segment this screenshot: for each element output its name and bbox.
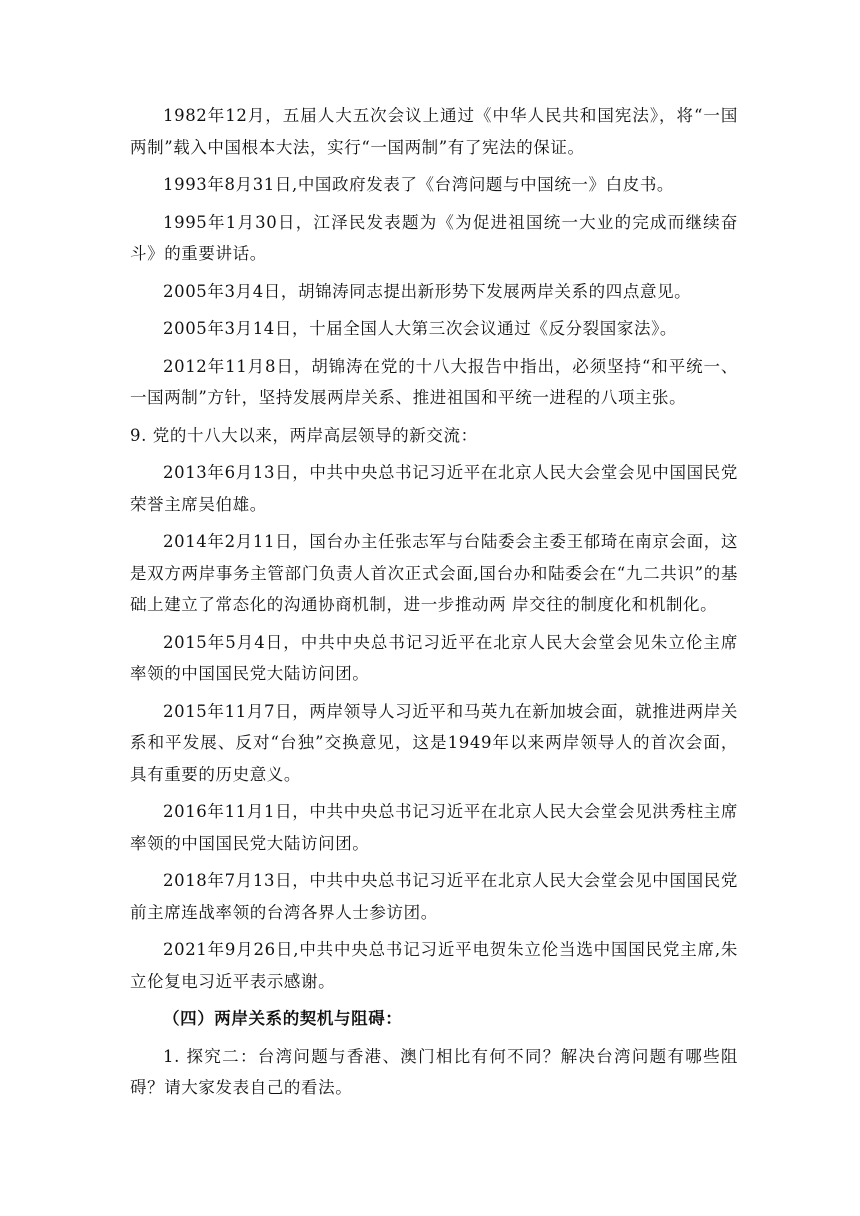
paragraph-1995-speech: 1995年1月30日，江泽民发表题为《为促进祖国统一大业的完成而继续奋斗》的重要讲话。 <box>130 212 738 263</box>
section-item-9: 9. 党的十八大以来，两岸高层领导的新交流： <box>130 425 478 445</box>
paragraph-1982-constitution: 1982年12月，五届人大五次会议上通过《中华人民共和国宪法》，将“一国两制”载入中国根本大法，实行“一国两制”有了宪法的保证。 <box>130 106 738 157</box>
paragraph-2014-nanjing-meeting: 2014年2月11日，国台办主任张志军与台陆委会主委王郁琦在南京会面，这是双方两岸事务主管部门负责人首次正式会面,国台办和陆委会在“九二共识”的基础上建立了常态化的沟通协商机制，进一步推动两 岸交往的制度化和机制化。 <box>130 532 738 614</box>
paragraph-2012-report: 2012年11月8日，胡锦涛在党的十八大报告中指出，必须坚持“和平统一、一国两制”方针，坚持发展两岸关系、推进祖国和平统一进程的八项主张。 <box>130 356 738 407</box>
paragraph-2005-anti-secession-law: 2005年3月14日，十届全国人大第三次会议通过《反分裂国家法》。 <box>163 319 678 338</box>
paragraph-2015-may-meeting: 2015年5月4日，中共中央总书记习近平在北京人民大会堂会见朱立伦主席率领的中国国民党大陆访问团。 <box>130 632 738 683</box>
paragraph-2013-meeting: 2013年6月13日，中共中央总书记习近平在北京人民大会堂会见中国国民党荣誉主席吴伯雄。 <box>130 463 738 514</box>
document-body <box>130 100 738 1110</box>
paragraph-inquiry-2: 1. 探究二：台湾问题与香港、澳门相比有何不同？解决台湾问题有哪些阻碍？请大家发表自己的看法。 <box>130 1046 738 1097</box>
paragraph-2018-meeting: 2018年7月13日，中共中央总书记习近平在北京人民大会堂会见中国国民党前主席连战率领的台湾各界人士参访团。 <box>130 871 738 922</box>
section-heading-4: （四）两岸关系的契机与阻碍： <box>163 1009 403 1028</box>
paragraph-2005-four-points: 2005年3月4日，胡锦涛同志提出新形势下发展两岸关系的四点意见。 <box>163 281 692 301</box>
paragraph-1993-white-paper: 1993年8月31日,中国政府发表了《台湾问题与中国统一》白皮书。 <box>163 175 675 194</box>
paragraph-2021-telegram: 2021年9月26日,中共中央总书记习近平电贺朱立伦当选中国国民党主席,朱立伦复电习近平表示感谢。 <box>130 940 738 991</box>
paragraph-2015-singapore-meeting: 2015年11月7日，两岸领导人习近平和马英九在新加坡会面，就推进两岸关系和平发展、反对“台独”交换意见，这是1949年以来两岸领导人的首次会面，具有重要的历史意义。 <box>130 701 738 784</box>
paragraph-2016-meeting: 2016年11月1日，中共中央总书记习近平在北京人民大会堂会见洪秀柱主席率领的中国国民党大陆访问团。 <box>130 802 738 853</box>
